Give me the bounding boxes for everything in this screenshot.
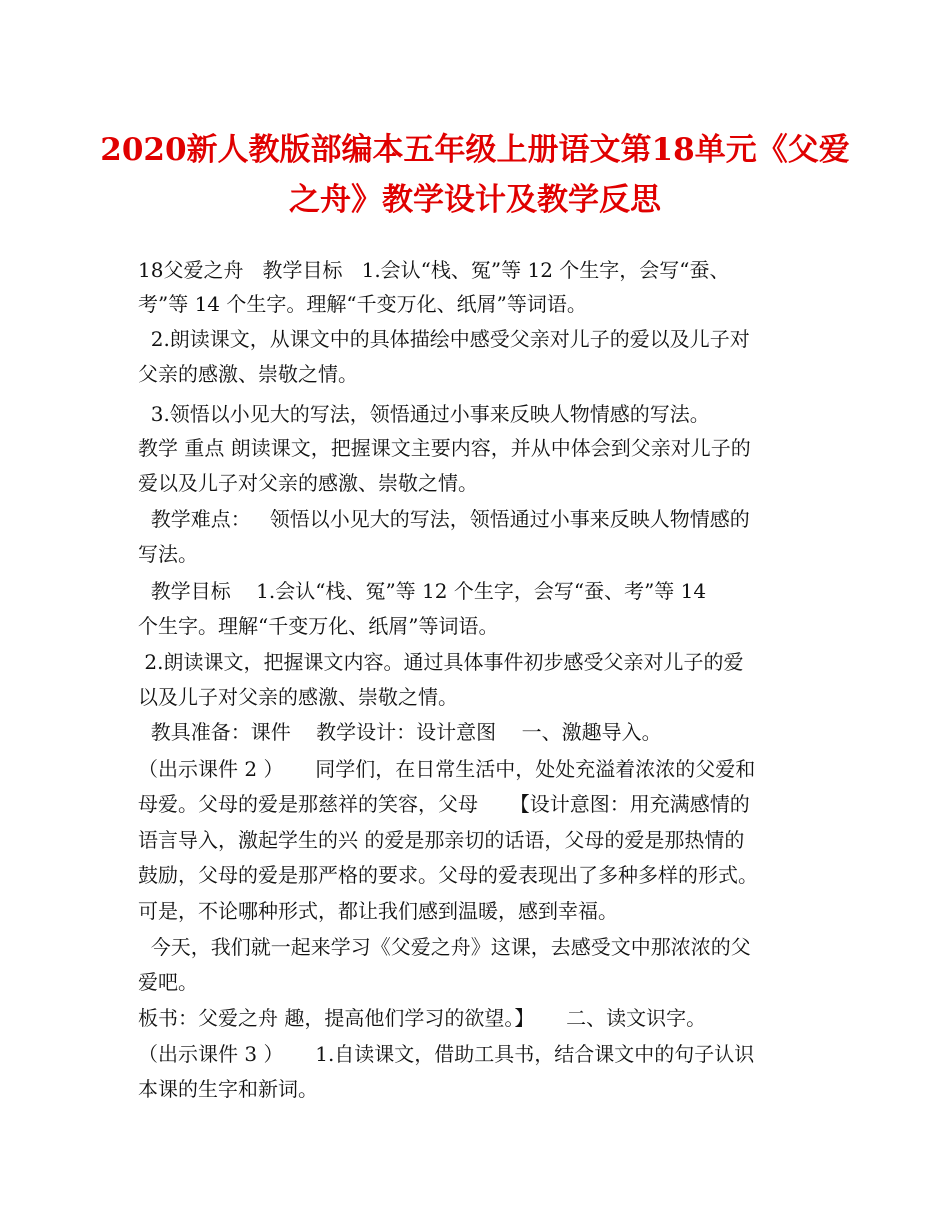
body-line: 教学难点： 领悟以小见大的写法，领悟通过小事来反映人物情感的 [138,507,750,531]
body-line: 爱吧。 [138,970,198,994]
body-line: （出示课件 2 ） 同学们，在日常生活中，处处充溢着浓浓的父爱和 [138,757,756,781]
body-line: 2.朗读课文，把握课文内容。通过具体事件初步感受父亲对儿子的爱 [138,650,744,674]
body-line: 写法。 [138,542,198,566]
body-line: 鼓励，父母的爱是那严格的要求。父母的爱表现出了多种多样的形式。 [138,863,758,887]
body-line: 母爱。父母的爱是那慈祥的笑容，父母 【设计意图：用充满感情的 [138,792,750,816]
body-line: 以及儿子对父亲的感激、崇敬之情。 [138,685,458,709]
body-line: 3.领悟以小见大的写法，领悟通过小事来反映人物情感的写法。 [138,402,710,426]
body-line: 个生字。理解“千变万化、纸屑”等词语。 [138,614,499,638]
body-line: （出示课件 3 ） 1.自读课文，借助工具书，结合课文中的句子认识 [138,1042,755,1066]
body-line: 本课的生字和新词。 [138,1077,318,1101]
body-line: 语言导入，激起学生的兴 的爱是那亲切的话语，父母的爱是那热情的 [138,828,745,852]
body-line: 教具准备：课件 教学设计：设计意图 一、激趣导入。 [138,720,662,744]
body-line: 板书：父爱之舟 趣，提高他们学习的欲望。】 二、读文识字。 [138,1006,707,1030]
body-line: 教学 重点 朗读课文，把握课文主要内容，并从中体会到父亲对儿子的 [138,436,751,460]
body-line: 考”等 14 个生字。理解“千变万化、纸屑”等词语。 [138,292,587,316]
body-line: 18父爱之舟 教学目标 1.会认“栈、冤”等 12 个生字，会写“蚕、 [138,258,730,282]
document-title-line-2: 之舟》教学设计及教学反思 [289,182,661,218]
body-line: 父亲的感激、崇敬之情。 [138,362,358,386]
body-line: 2.朗读课文，从课文中的具体描绘中感受父亲对儿子的爱以及儿子对 [138,327,750,351]
document-title-line-1: 2020新人教版部编本五年级上册语文第18单元《父爱 [100,132,850,168]
body-line: 今天，我们就一起来学习《父爱之舟》这课，去感受文中那浓浓的父 [138,935,751,959]
body-line: 教学目标 1.会认“栈、冤”等 12 个生字，会写“蚕、考”等 14 [138,579,707,603]
body-line: 爱以及儿子对父亲的感激、崇敬之情。 [138,471,478,495]
body-line: 可是，不论哪种形式，都让我们感到温暖，感到幸福。 [138,899,618,923]
